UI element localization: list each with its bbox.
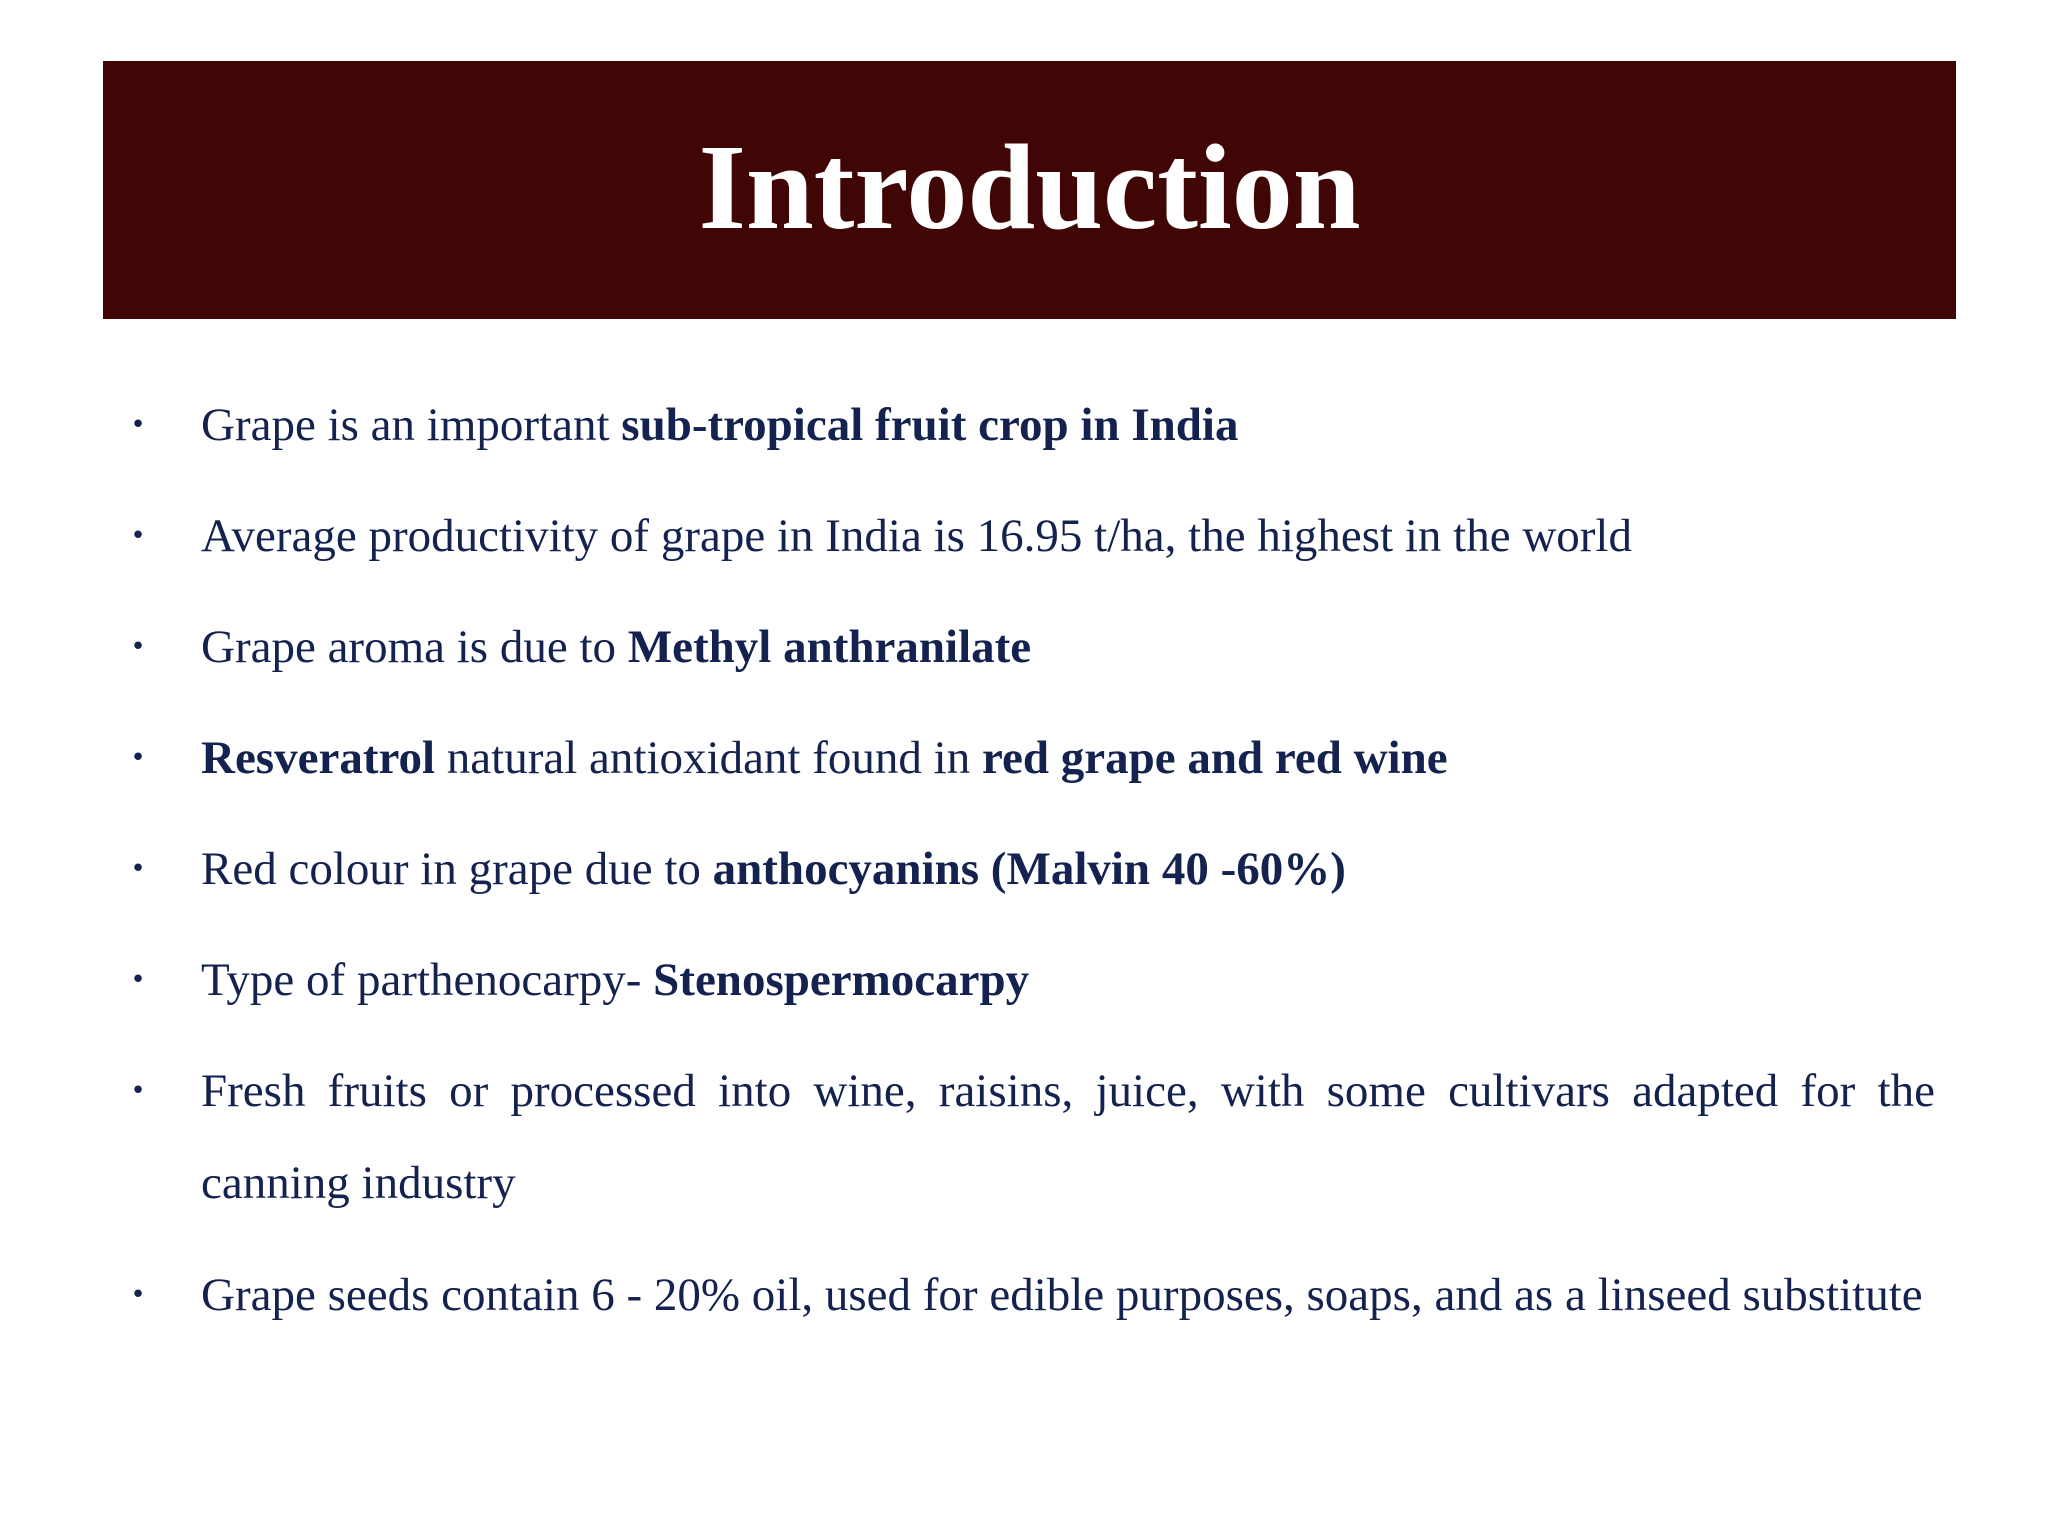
bullet-emphasis: anthocyanins (Malvin 40 -60%) (712, 843, 1346, 895)
bullet-dot: • (130, 632, 146, 662)
bullet-emphasis: Resveratrol (201, 732, 436, 784)
bullet-dot: • (130, 854, 146, 884)
bullet-emphasis: Methyl anthranilate (627, 621, 1032, 673)
bullet-run: natural antioxidant found in (435, 732, 982, 784)
bullet-text (201, 621, 1031, 673)
bullet-run: Grape is an important (201, 399, 622, 451)
bullet-item-7 (130, 1045, 1935, 1229)
bullet-dot: • (130, 965, 146, 995)
bullet-run: Average productivity of grape in India is 16.95 t/ha, the highest in the world (201, 510, 1632, 562)
bullet-text (201, 843, 1346, 895)
bullet-emphasis: sub-tropical fruit crop in India (621, 399, 1239, 451)
bullet-item-3 (130, 601, 1935, 693)
title-banner (103, 61, 1956, 319)
bullet-text (201, 399, 1238, 451)
bullet-text (201, 732, 1448, 784)
bullet-run: Fresh fruits or processed into wine, raisins, juice, with some cultivars adapted for the canning industry (201, 1065, 1935, 1209)
bullet-text (201, 1269, 1923, 1321)
bullet-text (201, 954, 1029, 1006)
bullet-dot: • (130, 1076, 146, 1106)
bullet-item-1 (130, 379, 1935, 471)
bullet-run: Red colour in grape due to (201, 843, 713, 895)
bullet-run: Grape aroma is due to (201, 621, 628, 673)
bullet-text (201, 1065, 1935, 1209)
bullet-run: Type of parthenocarpy- (201, 954, 654, 1006)
bullet-dot: • (130, 410, 146, 440)
bullet-item-6 (130, 934, 1935, 1026)
bullet-text (201, 510, 1632, 562)
bullet-emphasis: Stenospermocarpy (653, 954, 1030, 1006)
bullet-dot: • (130, 1280, 146, 1310)
bullet-item-8 (130, 1249, 1935, 1341)
slide-title: Introduction (698, 119, 1361, 255)
bullet-dot: • (130, 521, 146, 551)
bullet-item-5 (130, 823, 1935, 915)
bullet-item-2 (130, 490, 1935, 582)
bullet-emphasis: red grape and red wine (981, 732, 1448, 784)
bullet-run: Grape seeds contain 6 - 20% oil, used for edible purposes, soaps, and as a linseed substitute (201, 1269, 1923, 1321)
bullet-item-4 (130, 712, 1935, 804)
bullet-dot: • (130, 743, 146, 773)
